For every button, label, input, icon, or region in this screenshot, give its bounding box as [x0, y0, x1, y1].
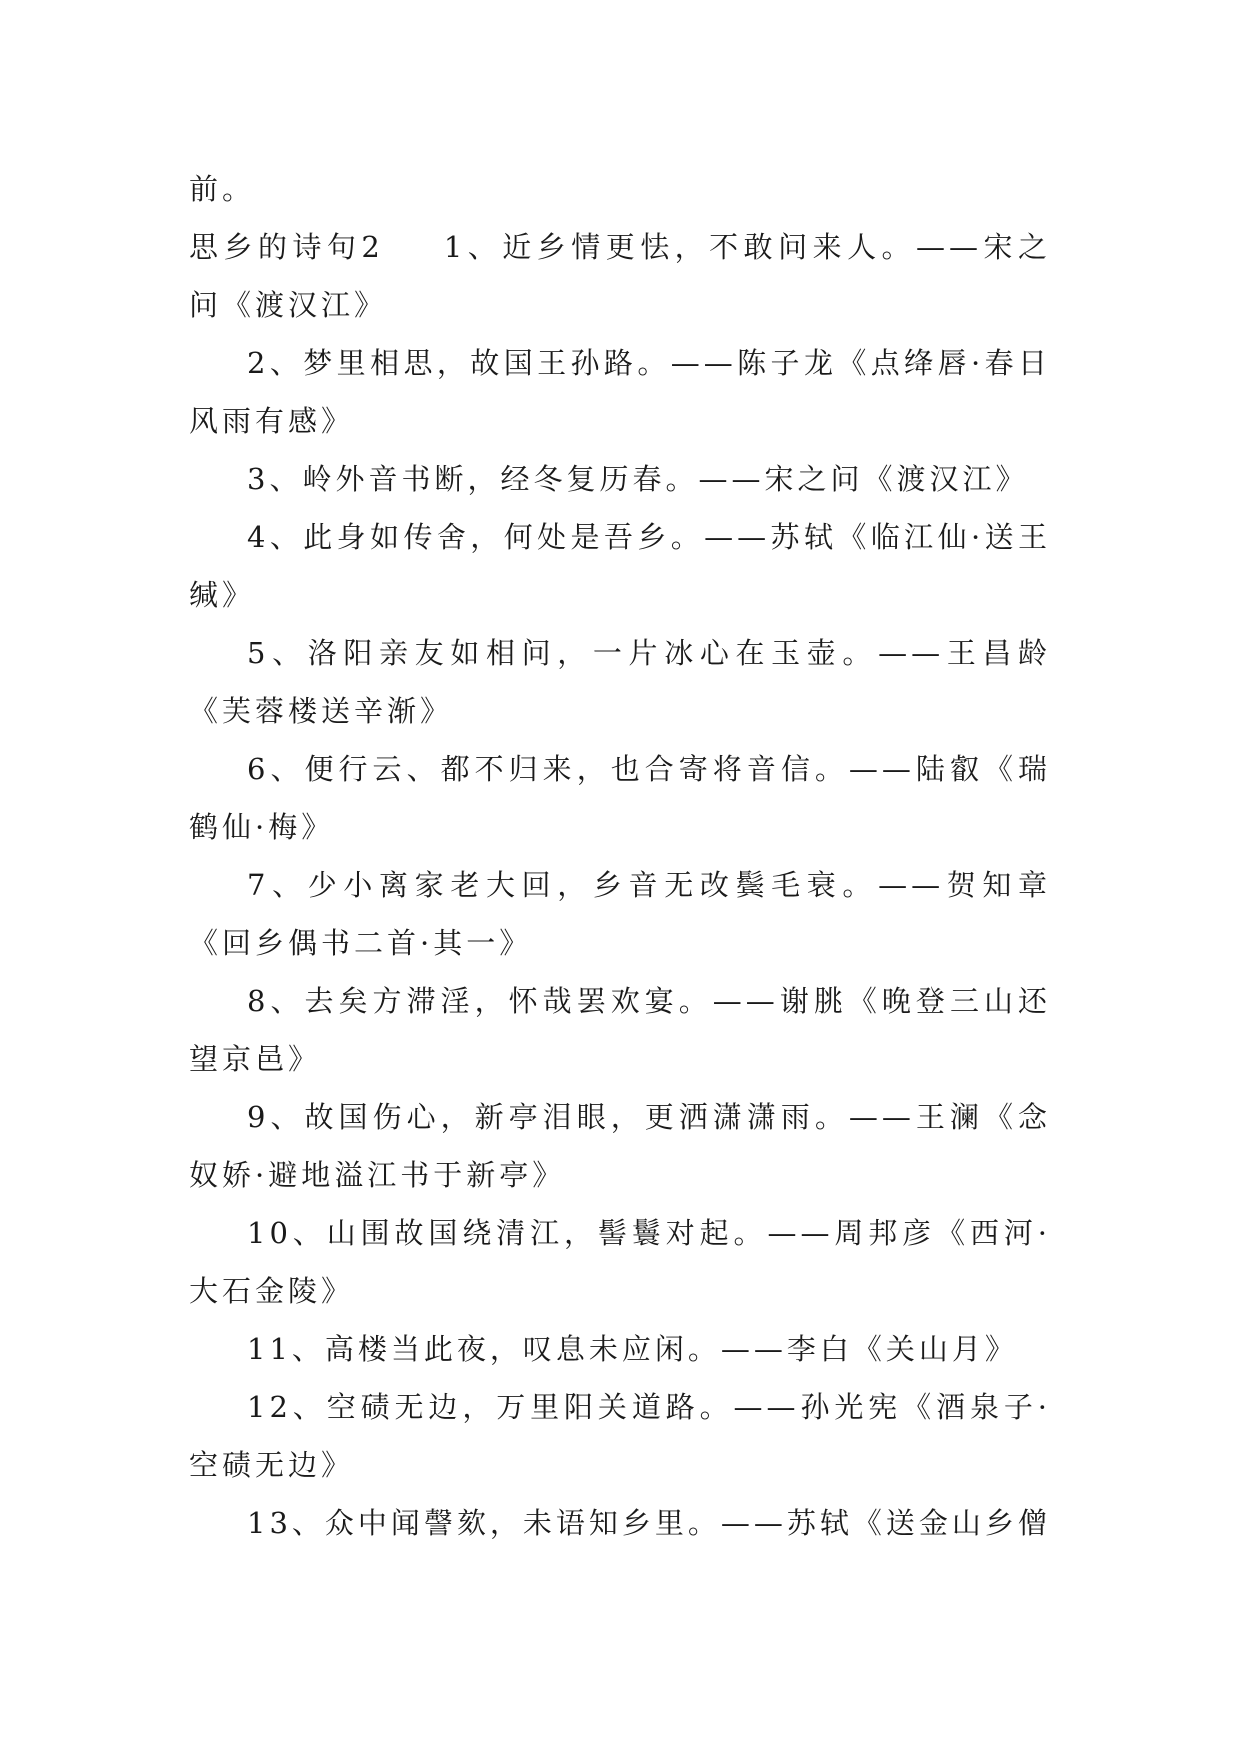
- poem-line-12: 12、空碛无边，万里阳关道路。——孙光宪《酒泉子·空碛无边》: [189, 1390, 1051, 1482]
- poem-line-8: 8、去矣方滞淫，怀哉罢欢宴。——谢朓《晚登三山还望京邑》: [189, 984, 1051, 1076]
- poem-line-5: 5、洛阳亲友如相问，一片冰心在玉壶。——王昌龄《芙蓉楼送辛渐》: [189, 636, 1051, 728]
- poem-line-3: 3、岭外音书断，经冬复历春。——宋之问《渡汉江》: [247, 462, 1029, 496]
- document-body: [189, 160, 1051, 1552]
- poem-line-6: 6、便行云、都不归来，也合寄将音信。——陆叡《瑞鹤仙·梅》: [189, 752, 1051, 844]
- poem-line-11: 11、高楼当此夜，叹息未应闲。——李白《关山月》: [247, 1332, 1018, 1366]
- poem-line-1: 1、近乡情更怯，不敢问来人。——宋之问《渡汉江》: [189, 230, 1052, 322]
- poem-line-10: 10、山围故国绕清江，髻鬟对起。——周邦彦《西河·大石金陵》: [189, 1216, 1051, 1308]
- section-heading-paragraph: [189, 218, 1051, 334]
- section-title: 思乡的诗句2: [189, 230, 384, 264]
- poem-line-4: 4、此身如传舍，何处是吾乡。——苏轼《临江仙·送王缄》: [189, 520, 1051, 612]
- poem-line-9: 9、故国伤心，新亭泪眼，更洒潇潇雨。——王澜《念奴娇·避地溢江书于新亭》: [189, 1100, 1051, 1192]
- lead-line: 前。: [189, 172, 256, 206]
- poem-line-7: 7、少小离家老大回，乡音无改鬓毛衰。——贺知章《回乡偶书二首·其一》: [189, 868, 1051, 960]
- poem-line-13: 13、众中闻謦欬，未语知乡里。——苏轼《送金山乡僧: [247, 1506, 1051, 1540]
- poem-line-2: 2、梦里相思，故国王孙路。——陈子龙《点绛唇·春日风雨有感》: [189, 346, 1051, 438]
